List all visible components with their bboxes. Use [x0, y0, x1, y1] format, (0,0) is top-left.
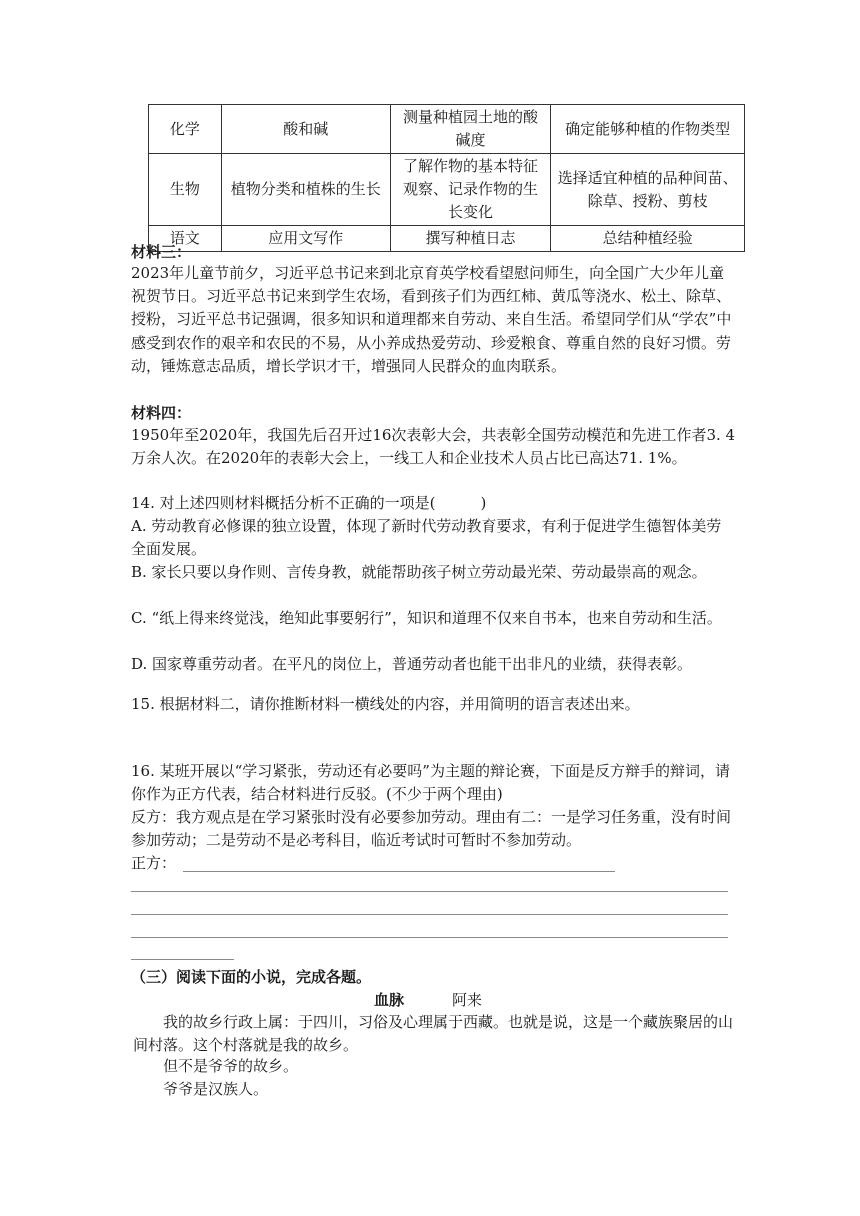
table-cell: 了解作物的基本特征观察、记录作物的生长变化: [390, 154, 551, 226]
table-cell: 测量种植园土地的酸碱度: [390, 105, 551, 154]
answer-line[interactable]: [131, 937, 728, 938]
table-row: [149, 105, 745, 154]
q14-option-c: C. “纸上得来终觉浅，绝知此事要躬行”，知识和道理不仅来自书本，也来自劳动和生活。: [131, 609, 722, 627]
question-15: 15. 根据材料二，请你推断材料一横线处的内容，并用简明的语言表述出来。: [131, 695, 640, 713]
table-cell: 撰写种植日志: [390, 226, 551, 252]
table-cell: 化学: [149, 105, 222, 154]
q16-pro-label: 正方：: [131, 854, 177, 872]
answer-line[interactable]: [131, 959, 234, 960]
question-16: 16. 某班开展以“学习紧张，劳动还有必要吗”为主题的辩论赛，下面是反方辩手的辩词，请你作为正方代表，结合材料进行反驳。(不少于两个理由): [131, 762, 730, 804]
story-title: 血脉: [374, 991, 405, 1009]
question-14: 14. 对上述四则材料概括分析不正确的一项是( ): [131, 494, 487, 512]
table-row: [149, 226, 745, 252]
table-cell: 语文: [149, 226, 222, 252]
story-paragraph: 但不是爷爷的故乡。: [163, 1057, 299, 1075]
material4-body: 1950年至2020年，我国先后召开过16次表彰大会，共表彰全国劳动模范和先进工作者3. 4万余人次。在2020年的表彰大会上，一线工人和企业技术人员占比已高达71. 1%。: [131, 426, 736, 468]
q14-option-b: B. 家长只要以身作则、言传身教，就能帮助孩子树立劳动最光荣、劳动最崇高的观念。: [131, 563, 707, 581]
material3-title: 材料三：: [131, 243, 192, 261]
section3-heading: （三）阅读下面的小说，完成各题。: [131, 968, 372, 986]
table-cell: 选择适宜种植的品种间苗、除草、授粉、剪枝: [551, 154, 745, 226]
subject-table: [148, 104, 745, 252]
answer-line[interactable]: [131, 891, 728, 892]
table-cell: 植物分类和植株的生长: [221, 154, 390, 226]
table-row: [149, 154, 745, 226]
table-cell: 生物: [149, 154, 222, 226]
story-author: 阿来: [452, 991, 483, 1009]
material3-body: 2023年儿童节前夕，习近平总书记来到北京育英学校看望慰问师生，向全国广大少年儿童祝贺节日。习近平总书记来到学生农场，看到孩子们为西红柿、黄瓜等浇水、松土、除草、授粉，习近平总书记强调，很多知识和道理都来自劳动、来自生活。希望同学们从“学农”中感受到农作的艰辛和农民的不易，从小养成热爱劳动、珍爱粮食、尊重自然的良好习惯。劳动，锤炼意志品质，增长学识才干，增强同人民群众的血肉联系。: [131, 264, 732, 375]
table-cell: 酸和碱: [221, 105, 390, 154]
q14-option-d: D. 国家尊重劳动者。在平凡的岗位上，普通劳动者也能干出非凡的业绩，获得表彰。: [131, 655, 693, 673]
q16-con-argument: 反方：我方观点是在学习紧张时没有必要参加劳动。理由有二：一是学习任务重，没有时间参加劳动；二是劳动不是必考科目，临近考试时可暂时不参加劳动。: [131, 808, 732, 850]
answer-line[interactable]: [131, 914, 728, 915]
table-cell: 总结种植经验: [551, 226, 745, 252]
q14-option-a: A. 劳动教育必修课的独立设置，体现了新时代劳动教育要求，有利于促进学生德智体美劳全面发展。: [131, 517, 722, 559]
story-paragraph: 我的故乡行政上属：于四川，习俗及心理属于西藏。也就是说，这是一个藏族聚居的山间村落。这个村落就是我的故乡。: [133, 1013, 734, 1055]
material4-title: 材料四：: [131, 404, 192, 422]
table-cell: 应用文写作: [221, 226, 390, 252]
table-cell: 确定能够种植的作物类型: [551, 105, 745, 154]
story-paragraph: 爷爷是汉族人。: [163, 1080, 269, 1098]
answer-line[interactable]: [183, 871, 615, 872]
